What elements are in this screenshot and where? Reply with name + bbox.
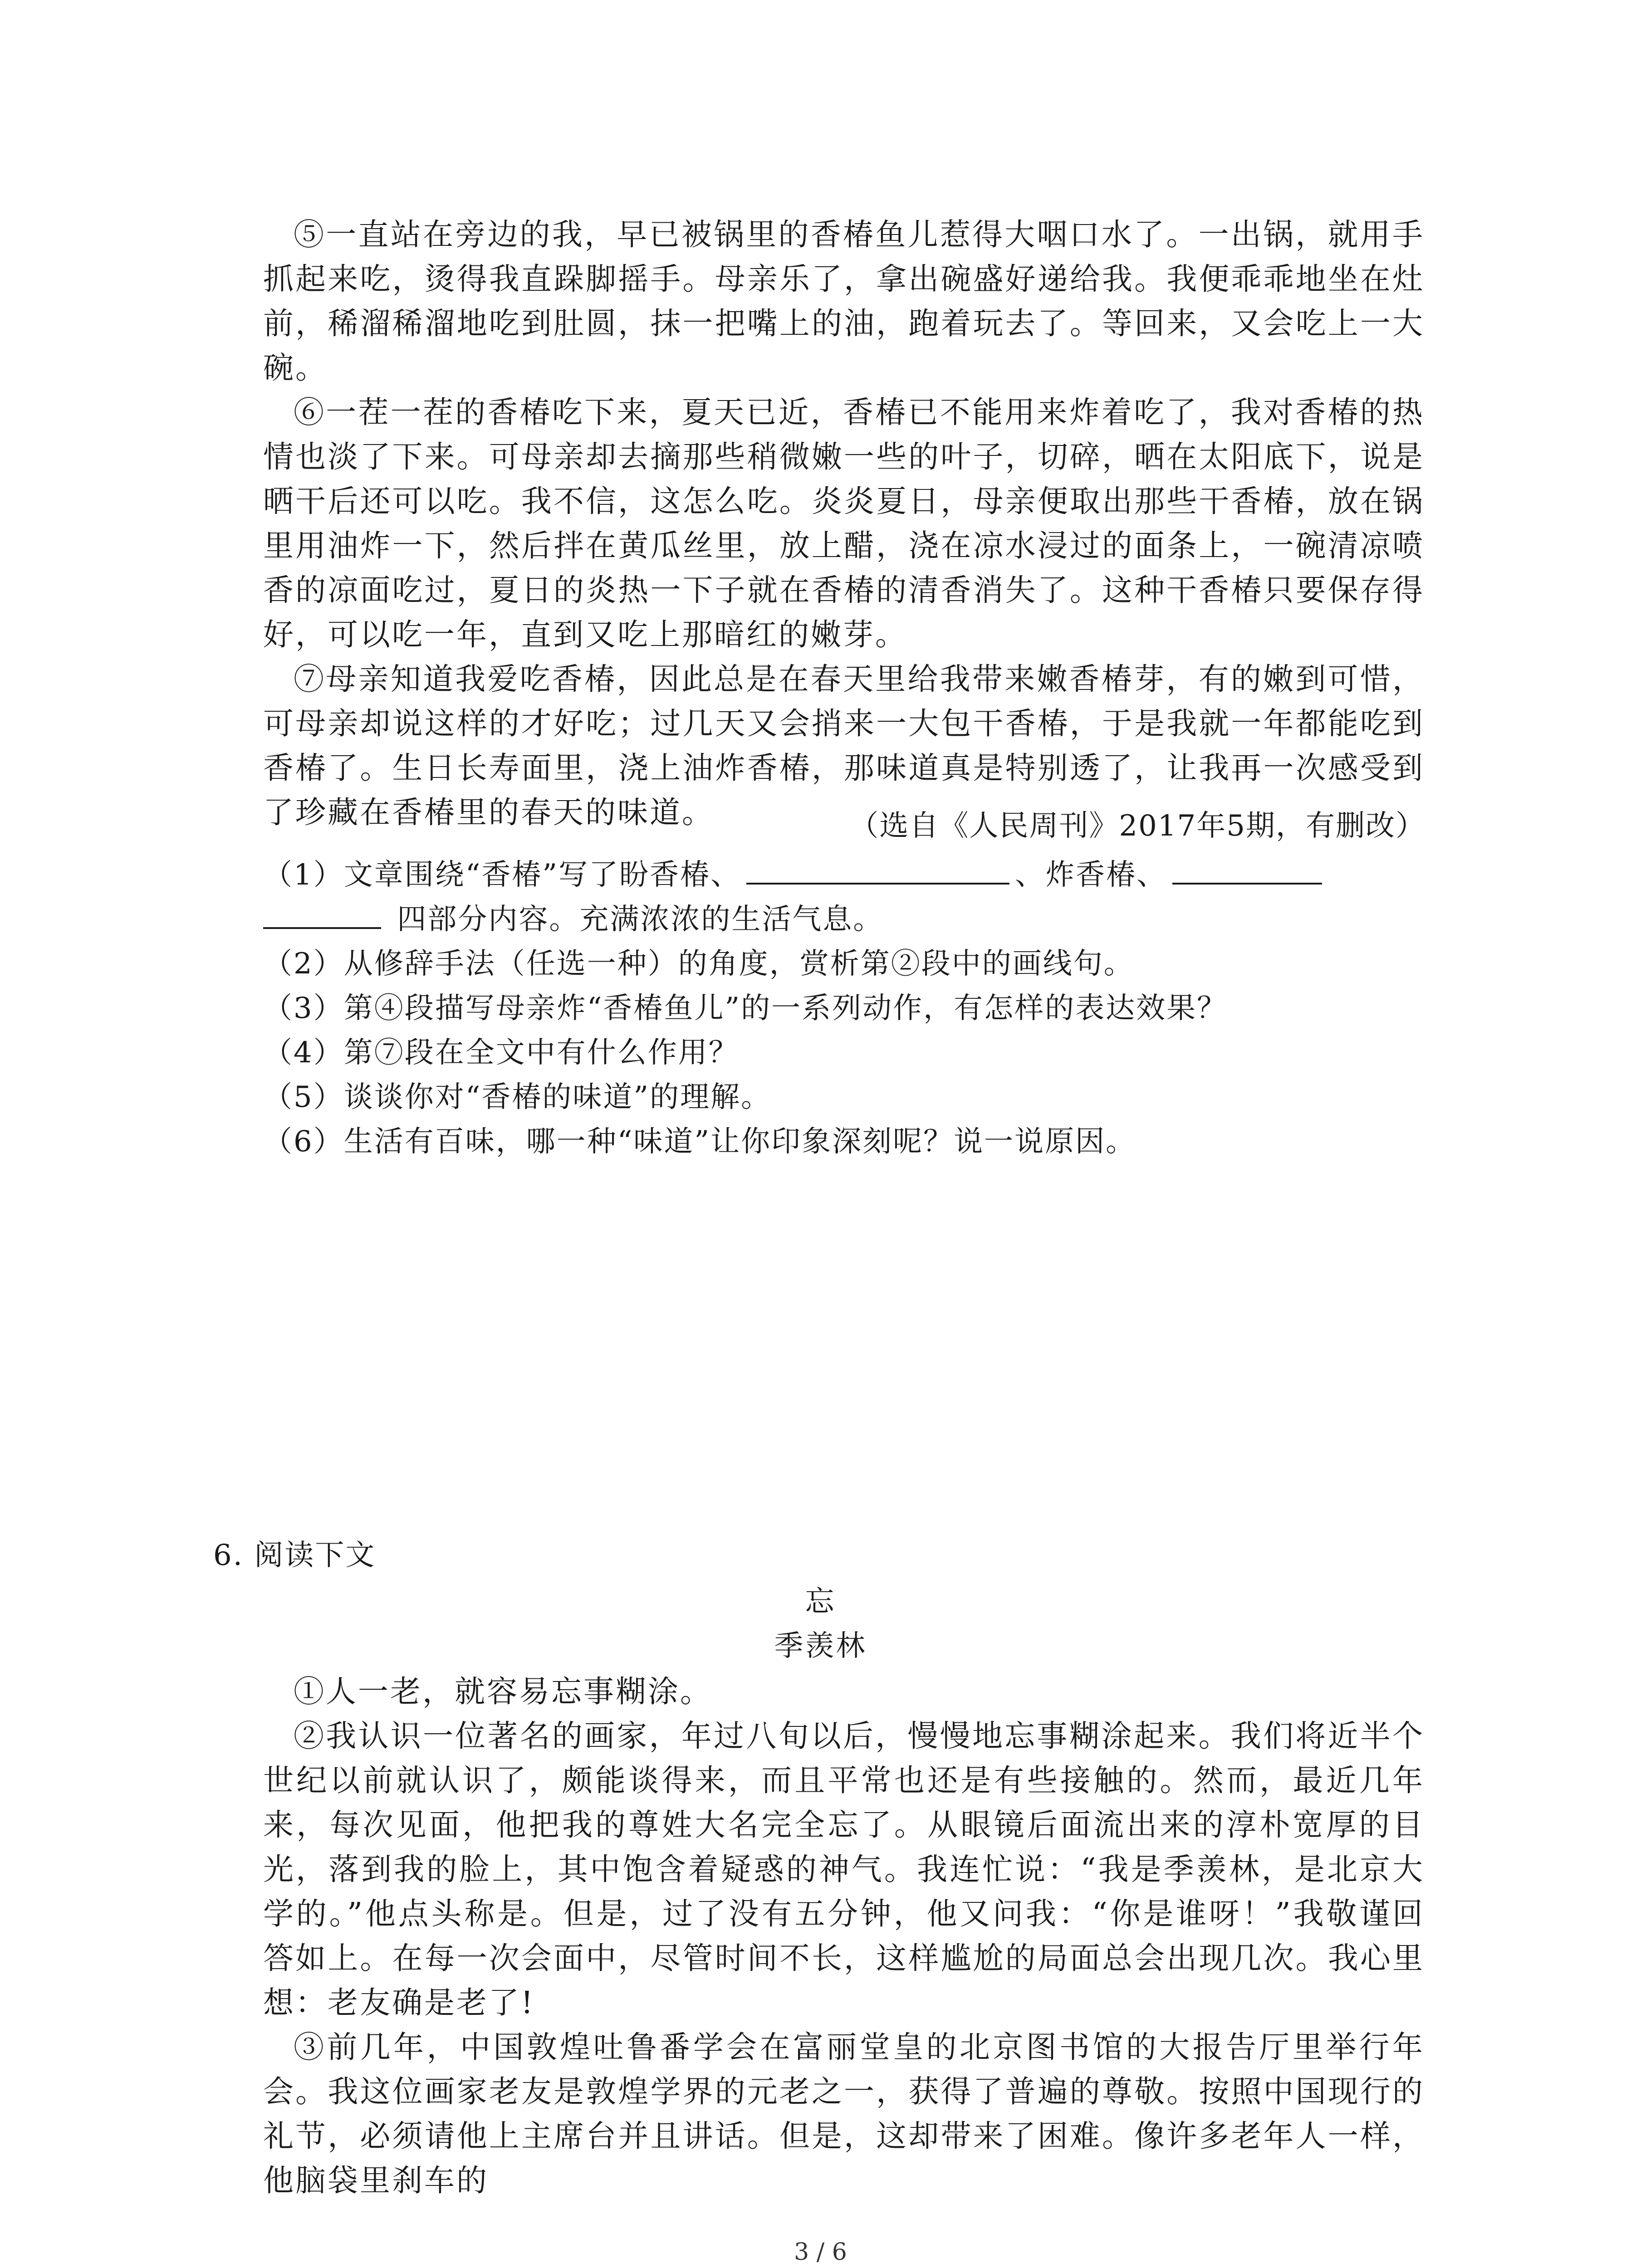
question-1-continued xyxy=(263,897,1425,942)
question-list xyxy=(263,853,1425,1164)
section-6-body xyxy=(263,1669,1425,2203)
essay-paragraph-3: ③前几年，中国敦煌吐鲁番学会在富丽堂皇的北京图书馆的大报告厅里举行年会。我这位画家老友是敦煌学界的元老之一，获得了普遍的尊敬。按照中国现行的礼节，必须请他上主席台并且讲话。但是，这却带来了困难。像许多老年人一样，他脑袋里刹车的 xyxy=(263,2029,1425,2198)
answer-blank-2[interactable] xyxy=(1172,855,1322,885)
answer-blank-3[interactable] xyxy=(263,900,381,929)
paragraph-6: ⑥一茬一茬的香椿吃下来，夏天已近，香椿已不能用来炸着吃了，我对香椿的热情也淡了下来。可母亲却去摘那些稍微嫩一些的叶子，切碎，晒在太阳底下，说是晒干后还可以吃。我不信，这怎么吃。炎炎夏日，母亲便取出那些干香椿，放在锅里用油炸一下，然后拌在黄瓜丝里，放上醋，浇在凉水浸过的面条上，一碗清凉喷香的凉面吃过，夏日的炎热一下子就在香椿的清香消失了。这种干香椿只要保存得好，可以吃一年，直到又吃上那暗红的嫩芽。 xyxy=(263,395,1425,652)
question-1-text-b: 、炸香椿、 xyxy=(1015,858,1167,892)
question-6: （6）生活有百味，哪一种“味道”让你印象深刻呢？说一说原因。 xyxy=(263,1125,1136,1158)
answer-blank-1[interactable] xyxy=(746,855,1009,885)
question-1-text-c: 四部分内容。充满浓浓的生活气息。 xyxy=(397,903,884,936)
passage-5-body xyxy=(263,212,1425,835)
question-2: （2）从修辞手法（任选一种）的角度，赏析第②段中的画线句。 xyxy=(263,947,1134,981)
essay-paragraph-1: ①人一老，就容易忘事糊涂。 xyxy=(294,1674,712,1709)
question-1-text-a: （1）文章围绕“香椿”写了盼香椿、 xyxy=(263,858,741,892)
section-6-heading: 6. 阅读下文 xyxy=(213,1539,376,1572)
paragraph-5: ⑤一直站在旁边的我，早已被锅里的香椿鱼儿惹得大咽口水了。一出锅，就用手抓起来吃，烫得我直跺脚摇手。母亲乐了，拿出碗盛好递给我。我便乖乖地坐在灶前，稀溜稀溜地吃到肚圆，抹一把嘴上的油，跑着玩去了。等回来，又会吃上一大碗。 xyxy=(263,217,1425,386)
paragraph-7: ⑦母亲知道我爱吃香椿，因此总是在春天里给我带来嫩香椿芽，有的嫩到可惜，可母亲却说这样的才好吃；过几天又会捎来一大包干香椿，于是我就一年都能吃到香椿了。生日长寿面里，浇上油炸香椿，那味道真是特别透了，让我再一次感受到了珍藏在香椿里的春天的味道。 xyxy=(263,661,1425,830)
essay-title: 忘 xyxy=(805,1585,836,1618)
question-1 xyxy=(263,853,1425,897)
source-citation: （选自《人民周刊》2017年5期，有删改） xyxy=(849,809,1425,843)
essay-paragraph-2: ②我认识一位著名的画家，年过八旬以后，慢慢地忘事糊涂起来。我们将近半个世纪以前就认识了，颇能谈得来，而且平常也还是有些接触的。然而，最近几年来，每次见面，他把我的尊姓大名完全忘了。从眼镜后面流出来的淳朴宽厚的目光，落到我的脸上，其中饱含着疑惑的神气。我连忙说：“我是季羡林，是北京大学的。”他点头称是。但是，过了没有五分钟，他又问我：“你是谁呀！”我敬谨回答如上。在每一次会面中，尽管时间不长，这样尴尬的局面总会出现几次。我心里想：老友确是老了! xyxy=(263,1718,1425,2020)
question-4: （4）第⑦段在全文中有什么作用？ xyxy=(263,1036,739,1070)
question-5: （5）谈谈你对“香椿的味道”的理解。 xyxy=(263,1080,772,1114)
question-3: （3）第④段描写母亲炸“香椿鱼儿”的一系列动作，有怎样的表达效果？ xyxy=(263,992,1228,1025)
page-number: 3 / 6 xyxy=(794,2239,847,2266)
essay-author: 季羡林 xyxy=(774,1629,867,1663)
